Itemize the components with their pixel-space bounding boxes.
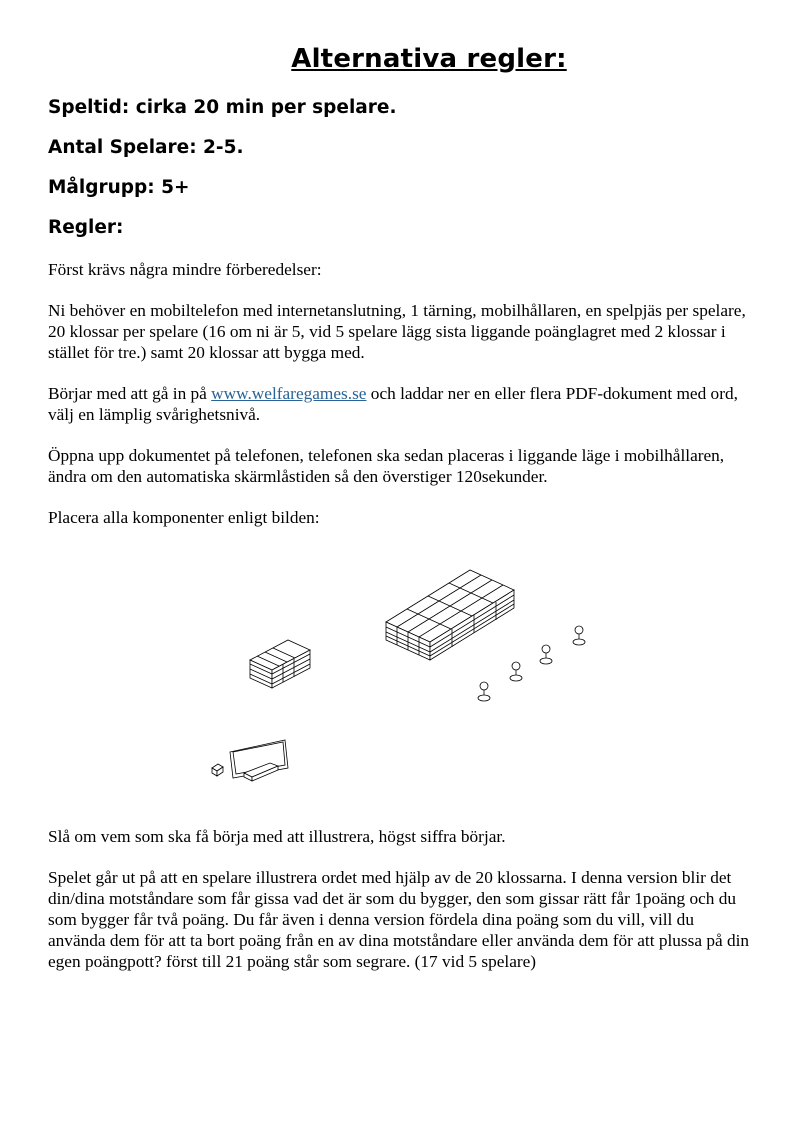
game-pieces [478,626,585,701]
regler-heading: Regler: [48,217,124,238]
page-title: Alternativa regler: [291,44,567,74]
paragraph-equipment: Ni behöver en mobiltelefon med internetanslutning, 1 tärning, mobilhållaren, en spelpjäs per spelare, 20 klossar per spelare (16 om ni är 5, vid 5 spelare lägg sista liggande poänglagret med 2 klossar i stället för tre.) samt 20 klossar att bygga med. [48,301,746,362]
paragraph-gameplay: Spelet går ut på att en spelare illustrera ordet med hjälp av de 20 klossarna. I denna version blir det din/dina motståndare som får gissa vad det är som du bygger, den som gissar rätt får 1poäng och du som bygger får två poäng. Du får även i denna version fördela dina poäng som du vill, vill du använda dem för att ta bort poäng från en av dina motståndare eller använda dem för att plussa på din egen poängpott? först till 21 poäng står som segrare. (17 vid 5 spelare) [48,868,750,971]
website-link[interactable]: www.welfaregames.se [211,384,367,403]
paragraph-phone-setup: Öppna upp dokumentet på telefonen, telefonen ska sedan placeras i liggande läge i mobilhållaren, ändra om den automatiska skärmlåstiden så den överstiger 120sekunder. [48,446,725,486]
website-text-after: och laddar ner en eller flera PDF-dokument med ord, välj en lämplig svårighetsnivå. [48,384,738,424]
malgrupp-heading: Målgrupp: 5+ [48,177,190,198]
paragraph-website [48,383,753,425]
block-stack-large-icon [386,570,514,660]
speltid-heading: Speltid: cirka 20 min per spelare. [48,97,397,118]
game-piece-icon [573,626,585,645]
dice-icon [212,764,223,776]
website-text-before: Börjar med att gå in på [48,384,212,403]
game-piece-icon [478,682,490,701]
game-piece-icon [510,662,522,681]
block-stack-small-icon [250,640,310,688]
antal-spelare-heading: Antal Spelare: 2-5. [48,137,244,158]
paragraph-start-roll: Slå om vem som ska få börja med att illustrera, högst siffra börjar. [48,827,506,846]
components-illustration [190,560,610,790]
game-piece-icon [540,645,552,664]
phone-holder-icon [230,740,288,781]
paragraph-preparations: Först krävs några mindre förberedelser: [48,260,322,279]
paragraph-place-components: Placera alla komponenter enligt bilden: [48,508,320,527]
